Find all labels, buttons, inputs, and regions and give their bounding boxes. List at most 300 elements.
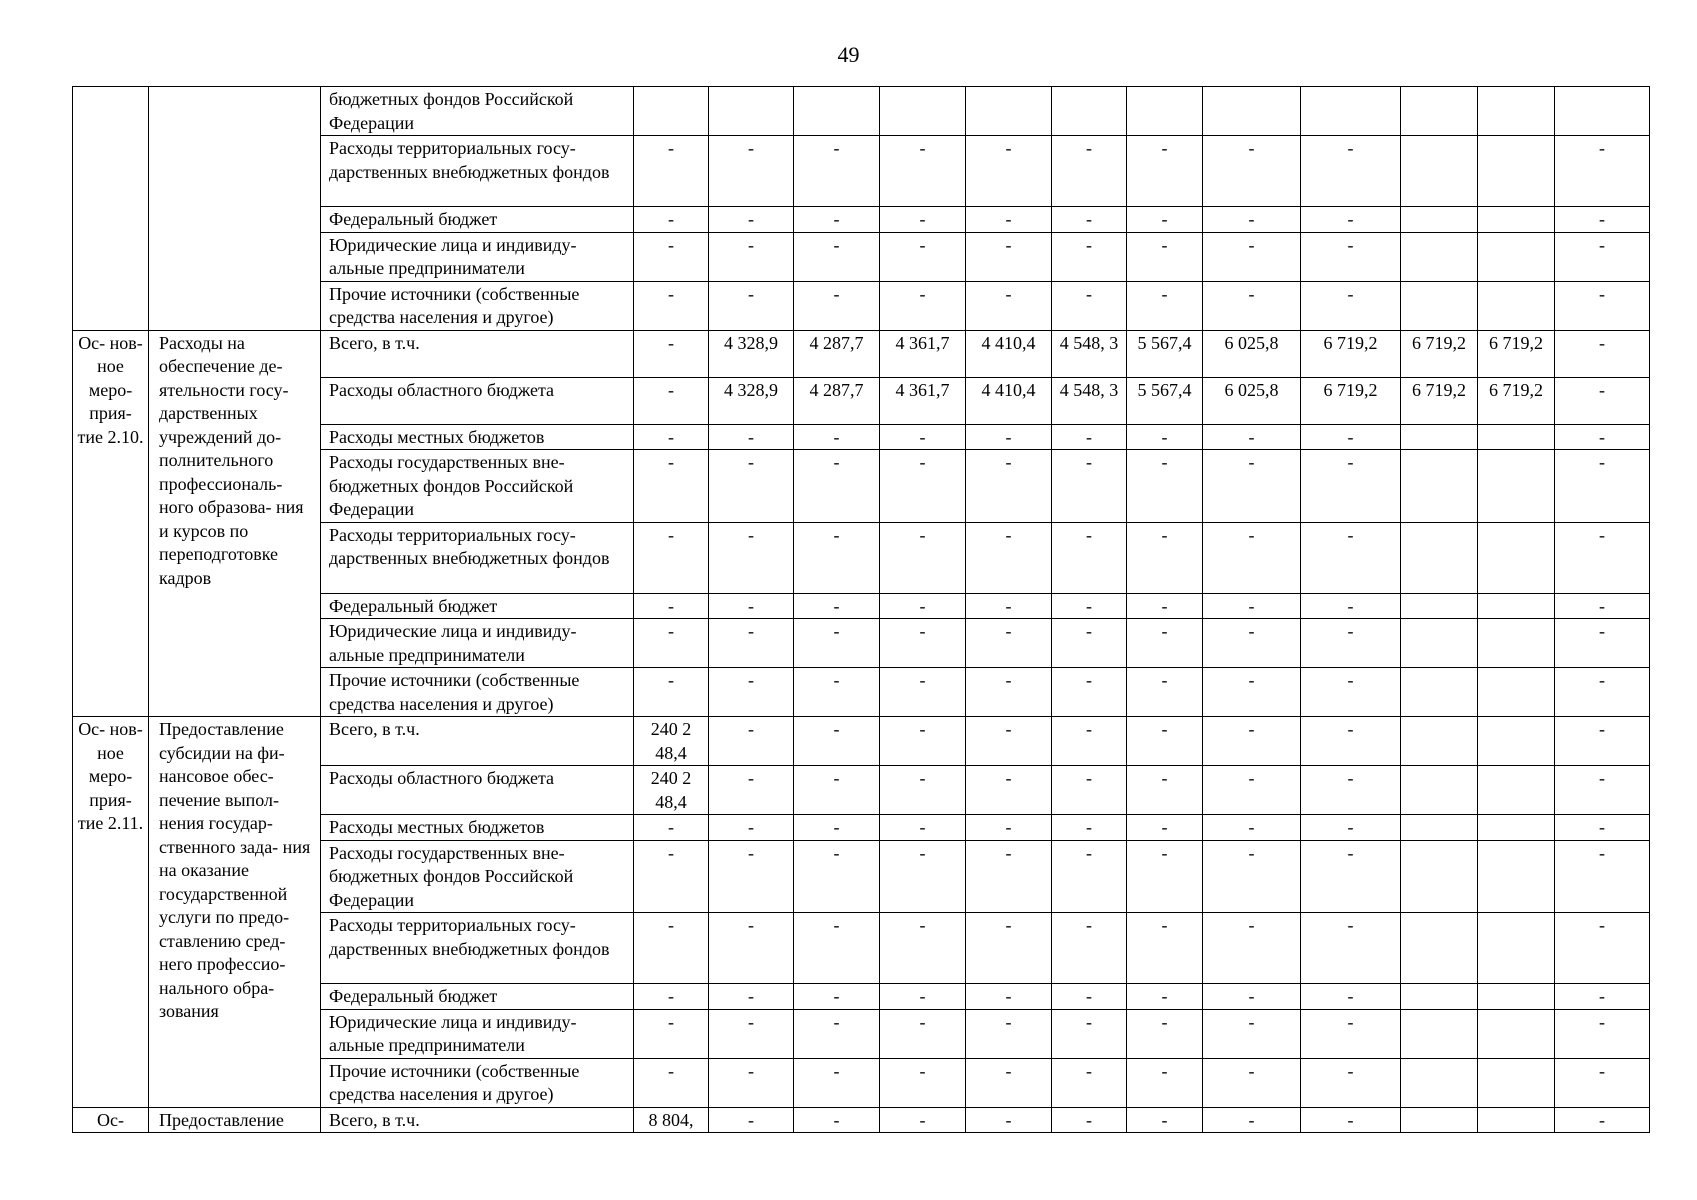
value-cell: - [1127, 766, 1203, 815]
value-cell [1401, 424, 1478, 450]
value-cell: - [1203, 1009, 1301, 1058]
value-cell: - [1555, 136, 1650, 207]
value-cell: - [1301, 1058, 1401, 1107]
value-cell: - [966, 815, 1052, 841]
funding-source: Расходы местных бюджетов [321, 424, 634, 450]
value-cell: - [709, 232, 794, 281]
value-cell: - [1555, 424, 1650, 450]
value-cell: 4 548, 3 [1052, 377, 1127, 424]
value-cell [1478, 717, 1555, 766]
value-cell: - [1301, 207, 1401, 233]
value-cell [1127, 87, 1203, 136]
value-cell: - [709, 717, 794, 766]
value-cell: - [1203, 1107, 1301, 1133]
value-cell: - [1555, 207, 1650, 233]
value-cell [1401, 668, 1478, 717]
value-cell: - [1301, 281, 1401, 330]
value-cell [1478, 281, 1555, 330]
activity-title: Расходы на обеспечение де- ятельности госу- дарственных учреждений до- полнительного профессиональ- ного образова- ния и курсов по переподготовке кадров [149, 330, 321, 717]
value-cell: - [880, 1107, 966, 1133]
value-cell: - [1555, 766, 1650, 815]
value-cell: - [1203, 840, 1301, 913]
activity-code [73, 87, 149, 331]
value-cell: - [794, 593, 880, 619]
value-cell [1401, 840, 1478, 913]
value-cell: - [1127, 984, 1203, 1010]
value-cell: - [966, 207, 1052, 233]
value-cell: - [634, 232, 709, 281]
value-cell: - [1052, 913, 1127, 984]
value-cell [880, 87, 966, 136]
value-cell: - [709, 1107, 794, 1133]
value-cell [1401, 207, 1478, 233]
value-cell [1401, 815, 1478, 841]
value-cell: - [1555, 1058, 1650, 1107]
value-cell: - [966, 668, 1052, 717]
value-cell: 4 328,9 [709, 330, 794, 377]
value-cell: 4 361,7 [880, 377, 966, 424]
value-cell [1478, 522, 1555, 593]
value-cell: - [880, 424, 966, 450]
value-cell: - [880, 281, 966, 330]
budget-table [72, 86, 1650, 1133]
value-cell: - [1052, 232, 1127, 281]
value-cell: - [880, 717, 966, 766]
value-cell [1478, 593, 1555, 619]
value-cell: - [634, 377, 709, 424]
funding-source: Расходы государственных вне- бюджетных фондов Российской Федерации [321, 450, 634, 523]
funding-source: бюджетных фондов Российской Федерации [321, 87, 634, 136]
funding-source: Прочие источники (собственные средства населения и другое) [321, 1058, 634, 1107]
value-cell [1401, 913, 1478, 984]
value-cell: - [880, 232, 966, 281]
value-cell: - [1301, 668, 1401, 717]
value-cell: - [1555, 815, 1650, 841]
value-cell: - [1127, 522, 1203, 593]
value-cell: - [880, 668, 966, 717]
value-cell: - [709, 1009, 794, 1058]
value-cell: - [1127, 1009, 1203, 1058]
value-cell: - [1203, 450, 1301, 523]
value-cell: - [880, 1009, 966, 1058]
value-cell: - [966, 766, 1052, 815]
funding-source: Федеральный бюджет [321, 207, 634, 233]
value-cell: - [794, 1009, 880, 1058]
value-cell [709, 87, 794, 136]
value-cell: - [794, 136, 880, 207]
value-cell: - [966, 424, 1052, 450]
activity-code: Ос- нов- ное меро- прия- тие 2.11. [73, 717, 149, 1108]
value-cell: - [880, 815, 966, 841]
value-cell: - [1127, 450, 1203, 523]
value-cell: - [1301, 766, 1401, 815]
value-cell: - [966, 281, 1052, 330]
value-cell: - [966, 1009, 1052, 1058]
value-cell [1478, 913, 1555, 984]
value-cell: 4 410,4 [966, 377, 1052, 424]
value-cell: - [1052, 619, 1127, 668]
value-cell: - [1203, 424, 1301, 450]
value-cell: - [1203, 232, 1301, 281]
value-cell: - [1127, 207, 1203, 233]
value-cell: - [880, 913, 966, 984]
value-cell: - [1052, 717, 1127, 766]
value-cell [1555, 87, 1650, 136]
value-cell: - [1555, 1009, 1650, 1058]
value-cell [1478, 1107, 1555, 1133]
value-cell [1478, 136, 1555, 207]
value-cell: - [794, 619, 880, 668]
value-cell [1401, 1107, 1478, 1133]
value-cell: - [1052, 668, 1127, 717]
value-cell: - [709, 815, 794, 841]
table-row [73, 717, 1650, 766]
value-cell: - [709, 619, 794, 668]
value-cell: - [1555, 330, 1650, 377]
value-cell: 4 410,4 [966, 330, 1052, 377]
value-cell: - [880, 1058, 966, 1107]
value-cell: - [634, 424, 709, 450]
value-cell: - [1203, 1058, 1301, 1107]
value-cell: - [794, 424, 880, 450]
value-cell: - [880, 766, 966, 815]
value-cell: - [1052, 815, 1127, 841]
value-cell: - [1555, 717, 1650, 766]
value-cell: - [1203, 815, 1301, 841]
value-cell [1401, 232, 1478, 281]
funding-source: Расходы территориальных госу- дарственных внебюджетных фондов [321, 522, 634, 593]
funding-source: Юридические лица и индивиду- альные предприниматели [321, 1009, 634, 1058]
value-cell: - [1301, 717, 1401, 766]
value-cell: - [709, 424, 794, 450]
value-cell: - [634, 619, 709, 668]
value-cell: - [1127, 1058, 1203, 1107]
value-cell [1401, 1009, 1478, 1058]
value-cell: - [1052, 424, 1127, 450]
value-cell: - [966, 593, 1052, 619]
funding-source: Прочие источники (собственные средства населения и другое) [321, 281, 634, 330]
value-cell: - [1052, 450, 1127, 523]
value-cell: - [1203, 984, 1301, 1010]
value-cell: 8 804, [634, 1107, 709, 1133]
value-cell: - [1301, 232, 1401, 281]
value-cell [1401, 984, 1478, 1010]
value-cell: - [709, 668, 794, 717]
value-cell: - [1052, 207, 1127, 233]
value-cell: - [634, 281, 709, 330]
value-cell: 4 328,9 [709, 377, 794, 424]
value-cell: - [966, 840, 1052, 913]
value-cell: 4 548, 3 [1052, 330, 1127, 377]
value-cell: - [1203, 593, 1301, 619]
value-cell: - [1127, 593, 1203, 619]
value-cell [1301, 87, 1401, 136]
value-cell: - [1203, 913, 1301, 984]
funding-source: Всего, в т.ч. [321, 330, 634, 377]
value-cell: - [1301, 840, 1401, 913]
value-cell [1401, 766, 1478, 815]
value-cell: - [1203, 522, 1301, 593]
funding-source: Расходы государственных вне- бюджетных фондов Российской Федерации [321, 840, 634, 913]
value-cell: 6 719,2 [1401, 330, 1478, 377]
value-cell: - [966, 1107, 1052, 1133]
value-cell: - [880, 136, 966, 207]
value-cell [1478, 1009, 1555, 1058]
value-cell: - [1301, 450, 1401, 523]
value-cell: - [1203, 207, 1301, 233]
value-cell: - [880, 619, 966, 668]
value-cell: - [794, 522, 880, 593]
value-cell: 5 567,4 [1127, 377, 1203, 424]
value-cell: - [1127, 717, 1203, 766]
value-cell: 4 361,7 [880, 330, 966, 377]
value-cell: - [794, 766, 880, 815]
value-cell: - [1127, 136, 1203, 207]
value-cell: 6 025,8 [1203, 330, 1301, 377]
funding-source: Расходы территориальных госу- дарственных внебюджетных фондов [321, 913, 634, 984]
value-cell: - [1052, 1107, 1127, 1133]
value-cell: 6 719,2 [1478, 330, 1555, 377]
value-cell: 6 719,2 [1301, 377, 1401, 424]
value-cell [1478, 424, 1555, 450]
value-cell: - [634, 668, 709, 717]
value-cell: - [1203, 717, 1301, 766]
value-cell: - [634, 984, 709, 1010]
value-cell [1478, 668, 1555, 717]
value-cell: - [1203, 766, 1301, 815]
value-cell: - [880, 593, 966, 619]
value-cell: - [1127, 1107, 1203, 1133]
page-number: 49 [837, 42, 860, 67]
activity-title: Предоставление [149, 1107, 321, 1133]
value-cell: - [966, 984, 1052, 1010]
value-cell: - [1052, 1009, 1127, 1058]
value-cell: - [1555, 232, 1650, 281]
value-cell: - [1555, 522, 1650, 593]
value-cell: - [634, 207, 709, 233]
value-cell [966, 87, 1052, 136]
funding-source: Расходы областного бюджета [321, 377, 634, 424]
value-cell: - [1052, 593, 1127, 619]
value-cell: - [634, 522, 709, 593]
value-cell: - [794, 815, 880, 841]
value-cell: - [794, 450, 880, 523]
value-cell: - [634, 1058, 709, 1107]
value-cell [1478, 619, 1555, 668]
value-cell [1478, 840, 1555, 913]
value-cell: 4 287,7 [794, 330, 880, 377]
value-cell: - [1052, 136, 1127, 207]
value-cell: - [794, 281, 880, 330]
value-cell: 6 719,2 [1301, 330, 1401, 377]
value-cell [1401, 87, 1478, 136]
value-cell: - [709, 281, 794, 330]
value-cell: - [1127, 913, 1203, 984]
value-cell: - [1127, 840, 1203, 913]
value-cell: - [1555, 593, 1650, 619]
value-cell: - [1127, 232, 1203, 281]
table-row [73, 87, 1650, 136]
value-cell: 6 719,2 [1401, 377, 1478, 424]
funding-source: Федеральный бюджет [321, 593, 634, 619]
value-cell [1478, 1058, 1555, 1107]
value-cell [634, 87, 709, 136]
value-cell: - [1301, 815, 1401, 841]
value-cell [1401, 450, 1478, 523]
value-cell: 240 2 48,4 [634, 717, 709, 766]
value-cell: - [634, 840, 709, 913]
value-cell [1401, 281, 1478, 330]
value-cell: - [1052, 984, 1127, 1010]
activity-code: Ос- [73, 1107, 149, 1133]
value-cell [1401, 522, 1478, 593]
value-cell: - [794, 232, 880, 281]
value-cell: - [1301, 619, 1401, 668]
value-cell: - [1301, 1009, 1401, 1058]
value-cell: - [1203, 136, 1301, 207]
value-cell: - [709, 766, 794, 815]
value-cell: - [1301, 913, 1401, 984]
value-cell: - [634, 330, 709, 377]
value-cell: - [1555, 1107, 1650, 1133]
value-cell [1401, 136, 1478, 207]
funding-source: Юридические лица и индивиду- альные предприниматели [321, 619, 634, 668]
value-cell: - [794, 207, 880, 233]
value-cell: - [1052, 766, 1127, 815]
value-cell [1478, 815, 1555, 841]
value-cell: - [709, 840, 794, 913]
value-cell: - [966, 450, 1052, 523]
value-cell: - [1555, 984, 1650, 1010]
value-cell: - [1301, 984, 1401, 1010]
value-cell: 6 719,2 [1478, 377, 1555, 424]
value-cell: - [634, 450, 709, 523]
value-cell [1203, 87, 1301, 136]
funding-source: Расходы территориальных госу- дарственных внебюджетных фондов [321, 136, 634, 207]
value-cell [1478, 450, 1555, 523]
value-cell [1478, 766, 1555, 815]
value-cell: - [634, 815, 709, 841]
value-cell: - [880, 840, 966, 913]
activity-code: Ос- нов- ное меро- прия- тие 2.10. [73, 330, 149, 717]
value-cell: - [880, 207, 966, 233]
activity-title [149, 87, 321, 331]
value-cell [1052, 87, 1127, 136]
value-cell: - [709, 522, 794, 593]
value-cell: - [966, 619, 1052, 668]
value-cell: - [966, 717, 1052, 766]
value-cell: - [1555, 450, 1650, 523]
value-cell: - [1555, 619, 1650, 668]
funding-source: Всего, в т.ч. [321, 1107, 634, 1133]
funding-source: Юридические лица и индивиду- альные предприниматели [321, 232, 634, 281]
value-cell: - [634, 136, 709, 207]
value-cell: - [1301, 1107, 1401, 1133]
value-cell [1401, 619, 1478, 668]
value-cell: - [709, 450, 794, 523]
value-cell: - [1127, 619, 1203, 668]
value-cell: 5 567,4 [1127, 330, 1203, 377]
funding-source: Федеральный бюджет [321, 984, 634, 1010]
value-cell: - [794, 1058, 880, 1107]
value-cell: - [709, 136, 794, 207]
value-cell: 4 287,7 [794, 377, 880, 424]
value-cell: - [1301, 593, 1401, 619]
value-cell: - [709, 593, 794, 619]
value-cell: - [1301, 522, 1401, 593]
table-row [73, 1107, 1650, 1133]
value-cell: - [880, 522, 966, 593]
value-cell [1401, 593, 1478, 619]
value-cell: - [1127, 281, 1203, 330]
value-cell [1478, 984, 1555, 1010]
value-cell [1478, 87, 1555, 136]
value-cell: - [1555, 377, 1650, 424]
value-cell: 6 025,8 [1203, 377, 1301, 424]
value-cell [1401, 717, 1478, 766]
value-cell [1401, 1058, 1478, 1107]
funding-source: Всего, в т.ч. [321, 717, 634, 766]
value-cell: - [794, 984, 880, 1010]
value-cell: - [794, 717, 880, 766]
funding-source: Прочие источники (собственные средства населения и другое) [321, 668, 634, 717]
value-cell: - [1301, 136, 1401, 207]
value-cell: - [1301, 424, 1401, 450]
value-cell: - [1555, 668, 1650, 717]
activity-title: Предоставление субсидии на фи- нансовое обес- печение выпол- нения государ- ственного зада- ния на оказание государственной услуги по предо- ставлению сред- него профессио- нального обра- зования [149, 717, 321, 1108]
funding-source: Расходы местных бюджетов [321, 815, 634, 841]
value-cell: - [709, 913, 794, 984]
value-cell: - [880, 450, 966, 523]
funding-source: Расходы областного бюджета [321, 766, 634, 815]
value-cell [1478, 232, 1555, 281]
value-cell: - [966, 232, 1052, 281]
value-cell: - [709, 1058, 794, 1107]
value-cell: - [1555, 913, 1650, 984]
value-cell: - [794, 1107, 880, 1133]
value-cell: - [794, 668, 880, 717]
value-cell: - [880, 984, 966, 1010]
value-cell: - [1127, 424, 1203, 450]
value-cell: - [794, 913, 880, 984]
value-cell: - [1203, 668, 1301, 717]
value-cell: - [1052, 522, 1127, 593]
value-cell: - [1052, 1058, 1127, 1107]
value-cell [1478, 207, 1555, 233]
value-cell: - [634, 1009, 709, 1058]
table-row [73, 330, 1650, 377]
value-cell: - [966, 522, 1052, 593]
value-cell: - [794, 840, 880, 913]
value-cell: - [1127, 668, 1203, 717]
value-cell: - [1203, 281, 1301, 330]
value-cell: 240 2 48,4 [634, 766, 709, 815]
value-cell [794, 87, 880, 136]
value-cell: - [1203, 619, 1301, 668]
value-cell: - [1555, 840, 1650, 913]
value-cell: - [1052, 840, 1127, 913]
value-cell: - [709, 984, 794, 1010]
value-cell: - [966, 913, 1052, 984]
value-cell: - [1555, 281, 1650, 330]
value-cell: - [966, 1058, 1052, 1107]
value-cell: - [634, 593, 709, 619]
value-cell: - [966, 136, 1052, 207]
value-cell: - [1127, 815, 1203, 841]
value-cell: - [709, 207, 794, 233]
value-cell: - [1052, 281, 1127, 330]
value-cell: - [634, 913, 709, 984]
